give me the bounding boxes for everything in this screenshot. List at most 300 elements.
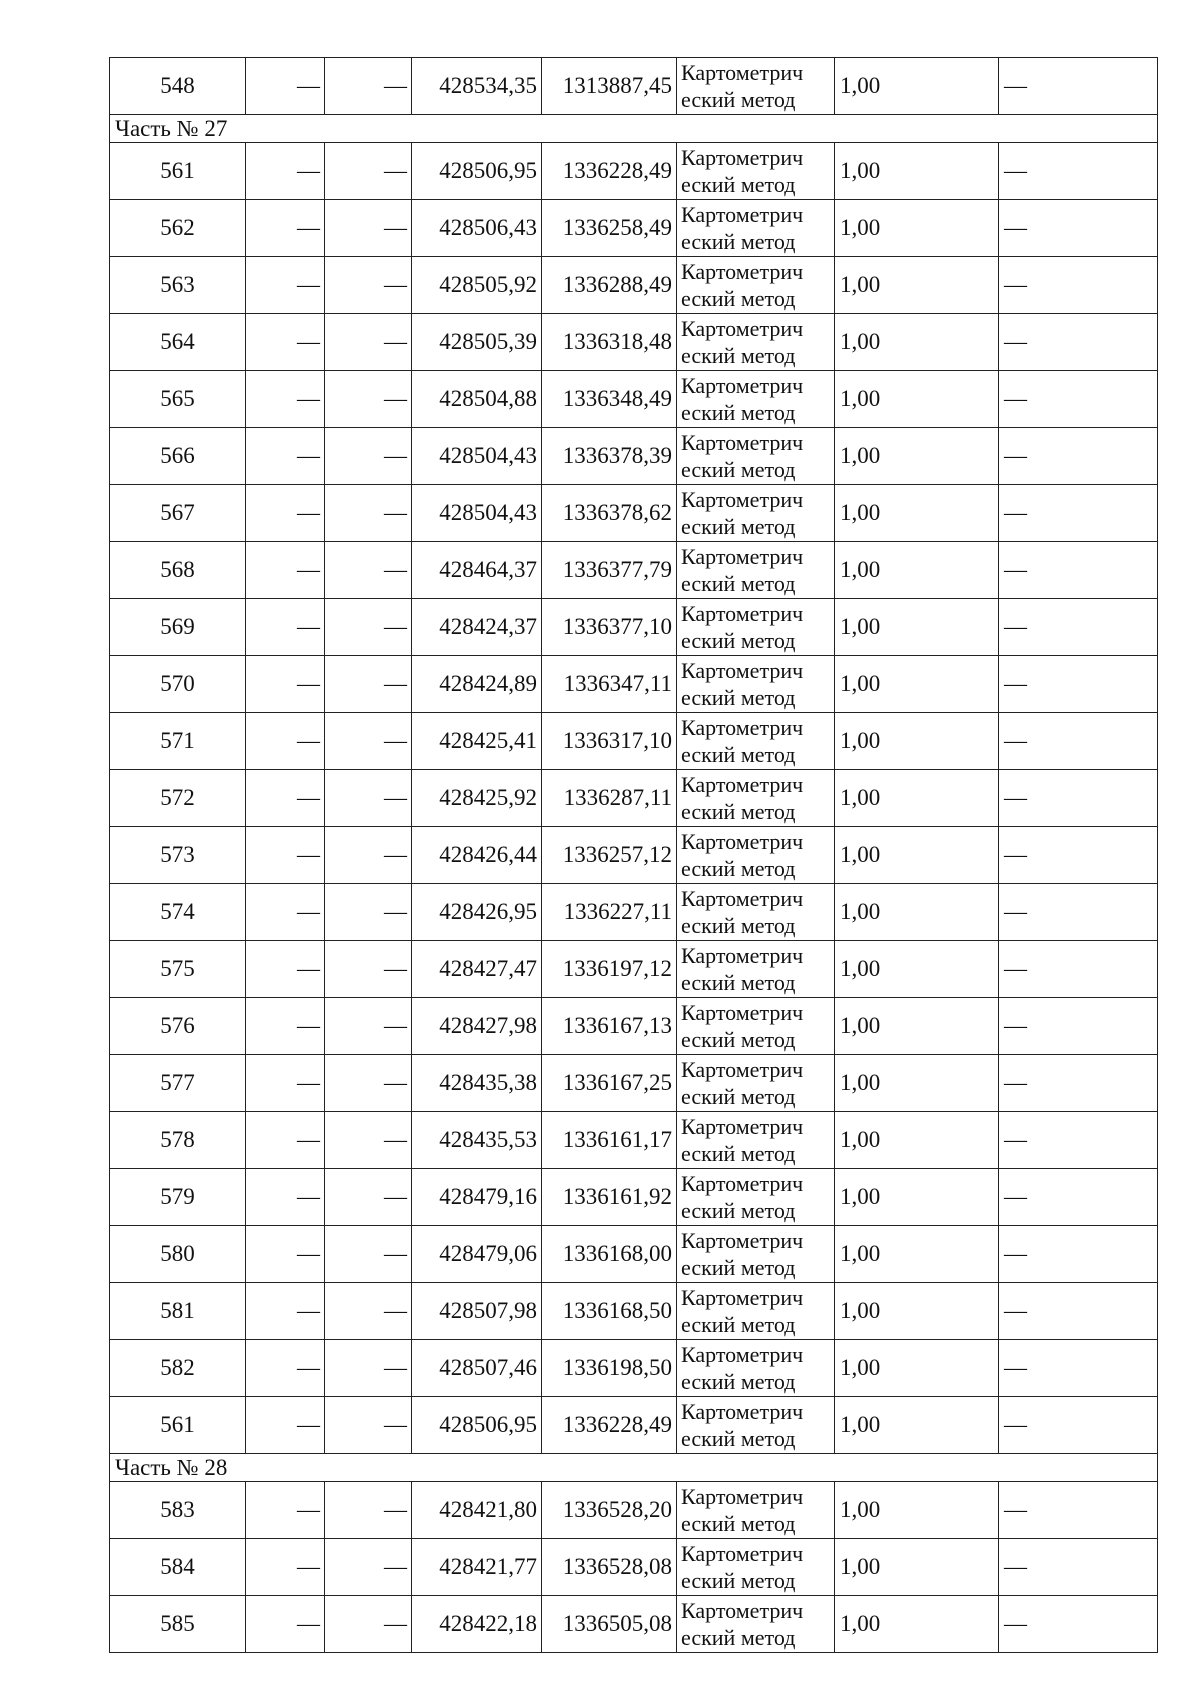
point-number-cell: 563 <box>110 257 246 314</box>
method-line-2: еский метод <box>681 856 796 881</box>
method-cell <box>677 1226 835 1283</box>
method-line-1: Картометрич <box>681 145 804 170</box>
x-coordinate-cell: 428507,46 <box>412 1340 542 1397</box>
x-coordinate-cell: 428506,95 <box>412 143 542 200</box>
empty-cell-2: — <box>325 827 412 884</box>
empty-cell-2: — <box>325 200 412 257</box>
method-cell <box>677 58 835 115</box>
empty-cell-1: — <box>246 1226 325 1283</box>
method-line-1: Картометрич <box>681 259 804 284</box>
method-line-1: Картометрич <box>681 1399 804 1424</box>
point-number-cell: 576 <box>110 998 246 1055</box>
y-coordinate-cell: 1336505,08 <box>542 1596 677 1653</box>
method-cell <box>677 1055 835 1112</box>
x-coordinate-cell: 428479,06 <box>412 1226 542 1283</box>
x-coordinate-cell: 428425,92 <box>412 770 542 827</box>
accuracy-cell: 1,00 <box>835 884 999 941</box>
y-coordinate-cell: 1336377,10 <box>542 599 677 656</box>
table-row <box>110 1112 1158 1169</box>
empty-cell-2: — <box>325 371 412 428</box>
empty-cell-last: — <box>999 200 1158 257</box>
table-row <box>110 542 1158 599</box>
y-coordinate-cell: 1336377,79 <box>542 542 677 599</box>
method-cell <box>677 314 835 371</box>
x-coordinate-cell: 428504,43 <box>412 428 542 485</box>
method-line-2: еский метод <box>681 514 796 539</box>
point-number-cell: 561 <box>110 1397 246 1454</box>
empty-cell-2: — <box>325 1397 412 1454</box>
point-number-cell: 562 <box>110 200 246 257</box>
method-cell <box>677 656 835 713</box>
method-line-2: еский метод <box>681 1625 796 1650</box>
point-number-cell: 567 <box>110 485 246 542</box>
method-line-1: Картометрич <box>681 943 804 968</box>
y-coordinate-cell: 1336378,62 <box>542 485 677 542</box>
y-coordinate-cell: 1336168,50 <box>542 1283 677 1340</box>
x-coordinate-cell: 428506,95 <box>412 1397 542 1454</box>
point-number-cell: 582 <box>110 1340 246 1397</box>
y-coordinate-cell: 1336168,00 <box>542 1226 677 1283</box>
table-row <box>110 1169 1158 1226</box>
empty-cell-2: — <box>325 1055 412 1112</box>
point-number-cell: 568 <box>110 542 246 599</box>
method-line-2: еский метод <box>681 799 796 824</box>
empty-cell-1: — <box>246 884 325 941</box>
method-cell <box>677 428 835 485</box>
method-line-1: Картометрич <box>681 373 804 398</box>
y-coordinate-cell: 1336317,10 <box>542 713 677 770</box>
x-coordinate-cell: 428505,39 <box>412 314 542 371</box>
point-number-cell: 579 <box>110 1169 246 1226</box>
method-line-2: еский метод <box>681 628 796 653</box>
y-coordinate-cell: 1336258,49 <box>542 200 677 257</box>
point-number-cell: 585 <box>110 1596 246 1653</box>
empty-cell-2: — <box>325 58 412 115</box>
table-row <box>110 58 1158 115</box>
method-line-2: еский метод <box>681 1369 796 1394</box>
method-line-2: еский метод <box>681 457 796 482</box>
empty-cell-last: — <box>999 770 1158 827</box>
x-coordinate-cell: 428422,18 <box>412 1596 542 1653</box>
y-coordinate-cell: 1336528,20 <box>542 1482 677 1539</box>
method-line-1: Картометрич <box>681 772 804 797</box>
empty-cell-1: — <box>246 1112 325 1169</box>
empty-cell-last: — <box>999 1596 1158 1653</box>
table-row <box>110 485 1158 542</box>
point-number-cell: 584 <box>110 1539 246 1596</box>
x-coordinate-cell: 428424,37 <box>412 599 542 656</box>
empty-cell-1: — <box>246 1340 325 1397</box>
accuracy-cell: 1,00 <box>835 770 999 827</box>
method-line-2: еский метод <box>681 343 796 368</box>
accuracy-cell: 1,00 <box>835 1596 999 1653</box>
empty-cell-2: — <box>325 1283 412 1340</box>
y-coordinate-cell: 1336167,13 <box>542 998 677 1055</box>
point-number-cell: 581 <box>110 1283 246 1340</box>
x-coordinate-cell: 428421,77 <box>412 1539 542 1596</box>
x-coordinate-cell: 428421,80 <box>412 1482 542 1539</box>
empty-cell-1: — <box>246 770 325 827</box>
empty-cell-1: — <box>246 1169 325 1226</box>
y-coordinate-cell: 1336287,11 <box>542 770 677 827</box>
table-row <box>110 599 1158 656</box>
empty-cell-last: — <box>999 428 1158 485</box>
point-number-cell: 548 <box>110 58 246 115</box>
method-cell <box>677 1482 835 1539</box>
y-coordinate-cell: 1313887,45 <box>542 58 677 115</box>
method-line-2: еский метод <box>681 87 796 112</box>
table-row <box>110 257 1158 314</box>
method-cell <box>677 371 835 428</box>
y-coordinate-cell: 1336167,25 <box>542 1055 677 1112</box>
x-coordinate-cell: 428507,98 <box>412 1283 542 1340</box>
method-cell <box>677 1539 835 1596</box>
empty-cell-last: — <box>999 656 1158 713</box>
section-row <box>110 115 1158 143</box>
method-cell <box>677 713 835 770</box>
accuracy-cell: 1,00 <box>835 58 999 115</box>
method-cell <box>677 770 835 827</box>
accuracy-cell: 1,00 <box>835 827 999 884</box>
accuracy-cell: 1,00 <box>835 656 999 713</box>
point-number-cell: 571 <box>110 713 246 770</box>
empty-cell-2: — <box>325 1112 412 1169</box>
y-coordinate-cell: 1336348,49 <box>542 371 677 428</box>
empty-cell-last: — <box>999 1226 1158 1283</box>
empty-cell-last: — <box>999 485 1158 542</box>
table-row <box>110 371 1158 428</box>
empty-cell-2: — <box>325 428 412 485</box>
method-line-2: еский метод <box>681 172 796 197</box>
method-line-1: Картометрич <box>681 1057 804 1082</box>
method-line-1: Картометрич <box>681 487 804 512</box>
y-coordinate-cell: 1336347,11 <box>542 656 677 713</box>
empty-cell-1: — <box>246 1397 325 1454</box>
method-cell <box>677 542 835 599</box>
accuracy-cell: 1,00 <box>835 1397 999 1454</box>
y-coordinate-cell: 1336161,17 <box>542 1112 677 1169</box>
table-row <box>110 1340 1158 1397</box>
empty-cell-2: — <box>325 713 412 770</box>
empty-cell-last: — <box>999 1397 1158 1454</box>
method-line-1: Картометрич <box>681 1000 804 1025</box>
empty-cell-1: — <box>246 200 325 257</box>
accuracy-cell: 1,00 <box>835 998 999 1055</box>
y-coordinate-cell: 1336228,49 <box>542 1397 677 1454</box>
method-line-1: Картометрич <box>681 1342 804 1367</box>
method-line-1: Картометрич <box>681 715 804 740</box>
method-line-2: еский метод <box>681 685 796 710</box>
empty-cell-1: — <box>246 143 325 200</box>
empty-cell-last: — <box>999 371 1158 428</box>
empty-cell-1: — <box>246 1539 325 1596</box>
method-line-1: Картометрич <box>681 1484 804 1509</box>
x-coordinate-cell: 428505,92 <box>412 257 542 314</box>
method-line-2: еский метод <box>681 571 796 596</box>
method-line-2: еский метод <box>681 1027 796 1052</box>
point-number-cell: 561 <box>110 143 246 200</box>
method-cell <box>677 998 835 1055</box>
method-cell <box>677 143 835 200</box>
point-number-cell: 583 <box>110 1482 246 1539</box>
y-coordinate-cell: 1336378,39 <box>542 428 677 485</box>
accuracy-cell: 1,00 <box>835 1283 999 1340</box>
empty-cell-last: — <box>999 599 1158 656</box>
y-coordinate-cell: 1336161,92 <box>542 1169 677 1226</box>
point-number-cell: 569 <box>110 599 246 656</box>
empty-cell-1: — <box>246 1283 325 1340</box>
y-coordinate-cell: 1336228,49 <box>542 143 677 200</box>
x-coordinate-cell: 428504,43 <box>412 485 542 542</box>
method-line-1: Картометрич <box>681 1541 804 1566</box>
table-row <box>110 827 1158 884</box>
table-row <box>110 941 1158 998</box>
section-label: Часть № 28 <box>110 1454 1158 1482</box>
empty-cell-last: — <box>999 1169 1158 1226</box>
method-cell <box>677 1340 835 1397</box>
coordinates-table <box>109 57 1158 1653</box>
x-coordinate-cell: 428479,16 <box>412 1169 542 1226</box>
method-line-2: еский метод <box>681 229 796 254</box>
point-number-cell: 566 <box>110 428 246 485</box>
empty-cell-1: — <box>246 998 325 1055</box>
accuracy-cell: 1,00 <box>835 200 999 257</box>
accuracy-cell: 1,00 <box>835 599 999 656</box>
method-line-1: Картометрич <box>681 316 804 341</box>
x-coordinate-cell: 428427,47 <box>412 941 542 998</box>
empty-cell-1: — <box>246 827 325 884</box>
empty-cell-2: — <box>325 257 412 314</box>
method-cell <box>677 884 835 941</box>
empty-cell-2: — <box>325 485 412 542</box>
empty-cell-last: — <box>999 713 1158 770</box>
method-line-2: еский метод <box>681 1312 796 1337</box>
accuracy-cell: 1,00 <box>835 314 999 371</box>
empty-cell-last: — <box>999 941 1158 998</box>
empty-cell-1: — <box>246 542 325 599</box>
empty-cell-1: — <box>246 485 325 542</box>
table-row <box>110 1226 1158 1283</box>
y-coordinate-cell: 1336528,08 <box>542 1539 677 1596</box>
empty-cell-last: — <box>999 314 1158 371</box>
empty-cell-1: — <box>246 58 325 115</box>
table-row <box>110 1397 1158 1454</box>
method-line-1: Картометрич <box>681 60 804 85</box>
table-row <box>110 884 1158 941</box>
method-line-2: еский метод <box>681 1568 796 1593</box>
accuracy-cell: 1,00 <box>835 542 999 599</box>
method-line-1: Картометрич <box>681 430 804 455</box>
table-row <box>110 656 1158 713</box>
document-page <box>109 57 1157 1653</box>
table-row <box>110 200 1158 257</box>
empty-cell-2: — <box>325 884 412 941</box>
method-line-1: Картометрич <box>681 829 804 854</box>
empty-cell-last: — <box>999 1340 1158 1397</box>
method-line-1: Картометрич <box>681 1114 804 1139</box>
method-line-2: еский метод <box>681 1511 796 1536</box>
method-line-1: Картометрич <box>681 601 804 626</box>
method-line-1: Картометрич <box>681 544 804 569</box>
empty-cell-2: — <box>325 314 412 371</box>
empty-cell-2: — <box>325 1169 412 1226</box>
empty-cell-2: — <box>325 998 412 1055</box>
x-coordinate-cell: 428435,38 <box>412 1055 542 1112</box>
empty-cell-1: — <box>246 713 325 770</box>
empty-cell-last: — <box>999 827 1158 884</box>
empty-cell-2: — <box>325 1340 412 1397</box>
method-line-2: еский метод <box>681 1084 796 1109</box>
point-number-cell: 565 <box>110 371 246 428</box>
empty-cell-1: — <box>246 599 325 656</box>
section-row <box>110 1454 1158 1482</box>
accuracy-cell: 1,00 <box>835 257 999 314</box>
method-cell <box>677 1283 835 1340</box>
empty-cell-last: — <box>999 257 1158 314</box>
method-cell <box>677 485 835 542</box>
empty-cell-2: — <box>325 1226 412 1283</box>
x-coordinate-cell: 428426,44 <box>412 827 542 884</box>
x-coordinate-cell: 428464,37 <box>412 542 542 599</box>
empty-cell-last: — <box>999 998 1158 1055</box>
empty-cell-2: — <box>325 656 412 713</box>
empty-cell-1: — <box>246 941 325 998</box>
table-row <box>110 713 1158 770</box>
method-line-2: еский метод <box>681 742 796 767</box>
empty-cell-1: — <box>246 314 325 371</box>
method-cell <box>677 200 835 257</box>
table-row <box>110 314 1158 371</box>
empty-cell-2: — <box>325 770 412 827</box>
empty-cell-last: — <box>999 1112 1158 1169</box>
method-line-1: Картометрич <box>681 1285 804 1310</box>
method-line-1: Картометрич <box>681 1598 804 1623</box>
empty-cell-last: — <box>999 1539 1158 1596</box>
table-row <box>110 143 1158 200</box>
section-label: Часть № 27 <box>110 115 1158 143</box>
accuracy-cell: 1,00 <box>835 143 999 200</box>
y-coordinate-cell: 1336197,12 <box>542 941 677 998</box>
empty-cell-last: — <box>999 143 1158 200</box>
empty-cell-last: — <box>999 1482 1158 1539</box>
method-line-1: Картометрич <box>681 886 804 911</box>
y-coordinate-cell: 1336288,49 <box>542 257 677 314</box>
x-coordinate-cell: 428424,89 <box>412 656 542 713</box>
method-cell <box>677 257 835 314</box>
empty-cell-last: — <box>999 1283 1158 1340</box>
method-line-1: Картометрич <box>681 1171 804 1196</box>
accuracy-cell: 1,00 <box>835 371 999 428</box>
empty-cell-last: — <box>999 58 1158 115</box>
accuracy-cell: 1,00 <box>835 485 999 542</box>
method-line-1: Картометрич <box>681 202 804 227</box>
accuracy-cell: 1,00 <box>835 428 999 485</box>
point-number-cell: 564 <box>110 314 246 371</box>
method-line-2: еский метод <box>681 1141 796 1166</box>
table-row <box>110 770 1158 827</box>
method-cell <box>677 827 835 884</box>
empty-cell-1: — <box>246 1055 325 1112</box>
method-line-1: Картометрич <box>681 1228 804 1253</box>
method-line-2: еский метод <box>681 400 796 425</box>
empty-cell-1: — <box>246 656 325 713</box>
method-cell <box>677 941 835 998</box>
method-line-2: еский метод <box>681 1198 796 1223</box>
point-number-cell: 573 <box>110 827 246 884</box>
accuracy-cell: 1,00 <box>835 1539 999 1596</box>
method-cell <box>677 1596 835 1653</box>
accuracy-cell: 1,00 <box>835 941 999 998</box>
x-coordinate-cell: 428427,98 <box>412 998 542 1055</box>
x-coordinate-cell: 428534,35 <box>412 58 542 115</box>
accuracy-cell: 1,00 <box>835 1055 999 1112</box>
point-number-cell: 577 <box>110 1055 246 1112</box>
method-cell <box>677 1112 835 1169</box>
accuracy-cell: 1,00 <box>835 1169 999 1226</box>
empty-cell-last: — <box>999 1055 1158 1112</box>
accuracy-cell: 1,00 <box>835 1112 999 1169</box>
accuracy-cell: 1,00 <box>835 1226 999 1283</box>
table-row <box>110 1055 1158 1112</box>
method-line-1: Картометрич <box>681 658 804 683</box>
empty-cell-2: — <box>325 941 412 998</box>
empty-cell-2: — <box>325 542 412 599</box>
empty-cell-1: — <box>246 371 325 428</box>
method-cell <box>677 1397 835 1454</box>
empty-cell-2: — <box>325 599 412 656</box>
y-coordinate-cell: 1336318,48 <box>542 314 677 371</box>
empty-cell-last: — <box>999 542 1158 599</box>
method-line-2: еский метод <box>681 1426 796 1451</box>
empty-cell-last: — <box>999 884 1158 941</box>
method-line-2: еский метод <box>681 913 796 938</box>
x-coordinate-cell: 428435,53 <box>412 1112 542 1169</box>
x-coordinate-cell: 428506,43 <box>412 200 542 257</box>
empty-cell-1: — <box>246 257 325 314</box>
accuracy-cell: 1,00 <box>835 1482 999 1539</box>
x-coordinate-cell: 428425,41 <box>412 713 542 770</box>
point-number-cell: 578 <box>110 1112 246 1169</box>
empty-cell-2: — <box>325 143 412 200</box>
x-coordinate-cell: 428504,88 <box>412 371 542 428</box>
table-row <box>110 1482 1158 1539</box>
y-coordinate-cell: 1336257,12 <box>542 827 677 884</box>
table-row <box>110 1283 1158 1340</box>
accuracy-cell: 1,00 <box>835 1340 999 1397</box>
empty-cell-1: — <box>246 1482 325 1539</box>
accuracy-cell: 1,00 <box>835 713 999 770</box>
y-coordinate-cell: 1336227,11 <box>542 884 677 941</box>
empty-cell-2: — <box>325 1539 412 1596</box>
empty-cell-1: — <box>246 428 325 485</box>
method-line-2: еский метод <box>681 1255 796 1280</box>
point-number-cell: 575 <box>110 941 246 998</box>
table-row <box>110 1596 1158 1653</box>
table-row <box>110 998 1158 1055</box>
method-line-2: еский метод <box>681 970 796 995</box>
empty-cell-1: — <box>246 1596 325 1653</box>
empty-cell-2: — <box>325 1482 412 1539</box>
point-number-cell: 580 <box>110 1226 246 1283</box>
method-cell <box>677 599 835 656</box>
point-number-cell: 574 <box>110 884 246 941</box>
table-row <box>110 1539 1158 1596</box>
x-coordinate-cell: 428426,95 <box>412 884 542 941</box>
method-line-2: еский метод <box>681 286 796 311</box>
method-cell <box>677 1169 835 1226</box>
empty-cell-2: — <box>325 1596 412 1653</box>
point-number-cell: 570 <box>110 656 246 713</box>
